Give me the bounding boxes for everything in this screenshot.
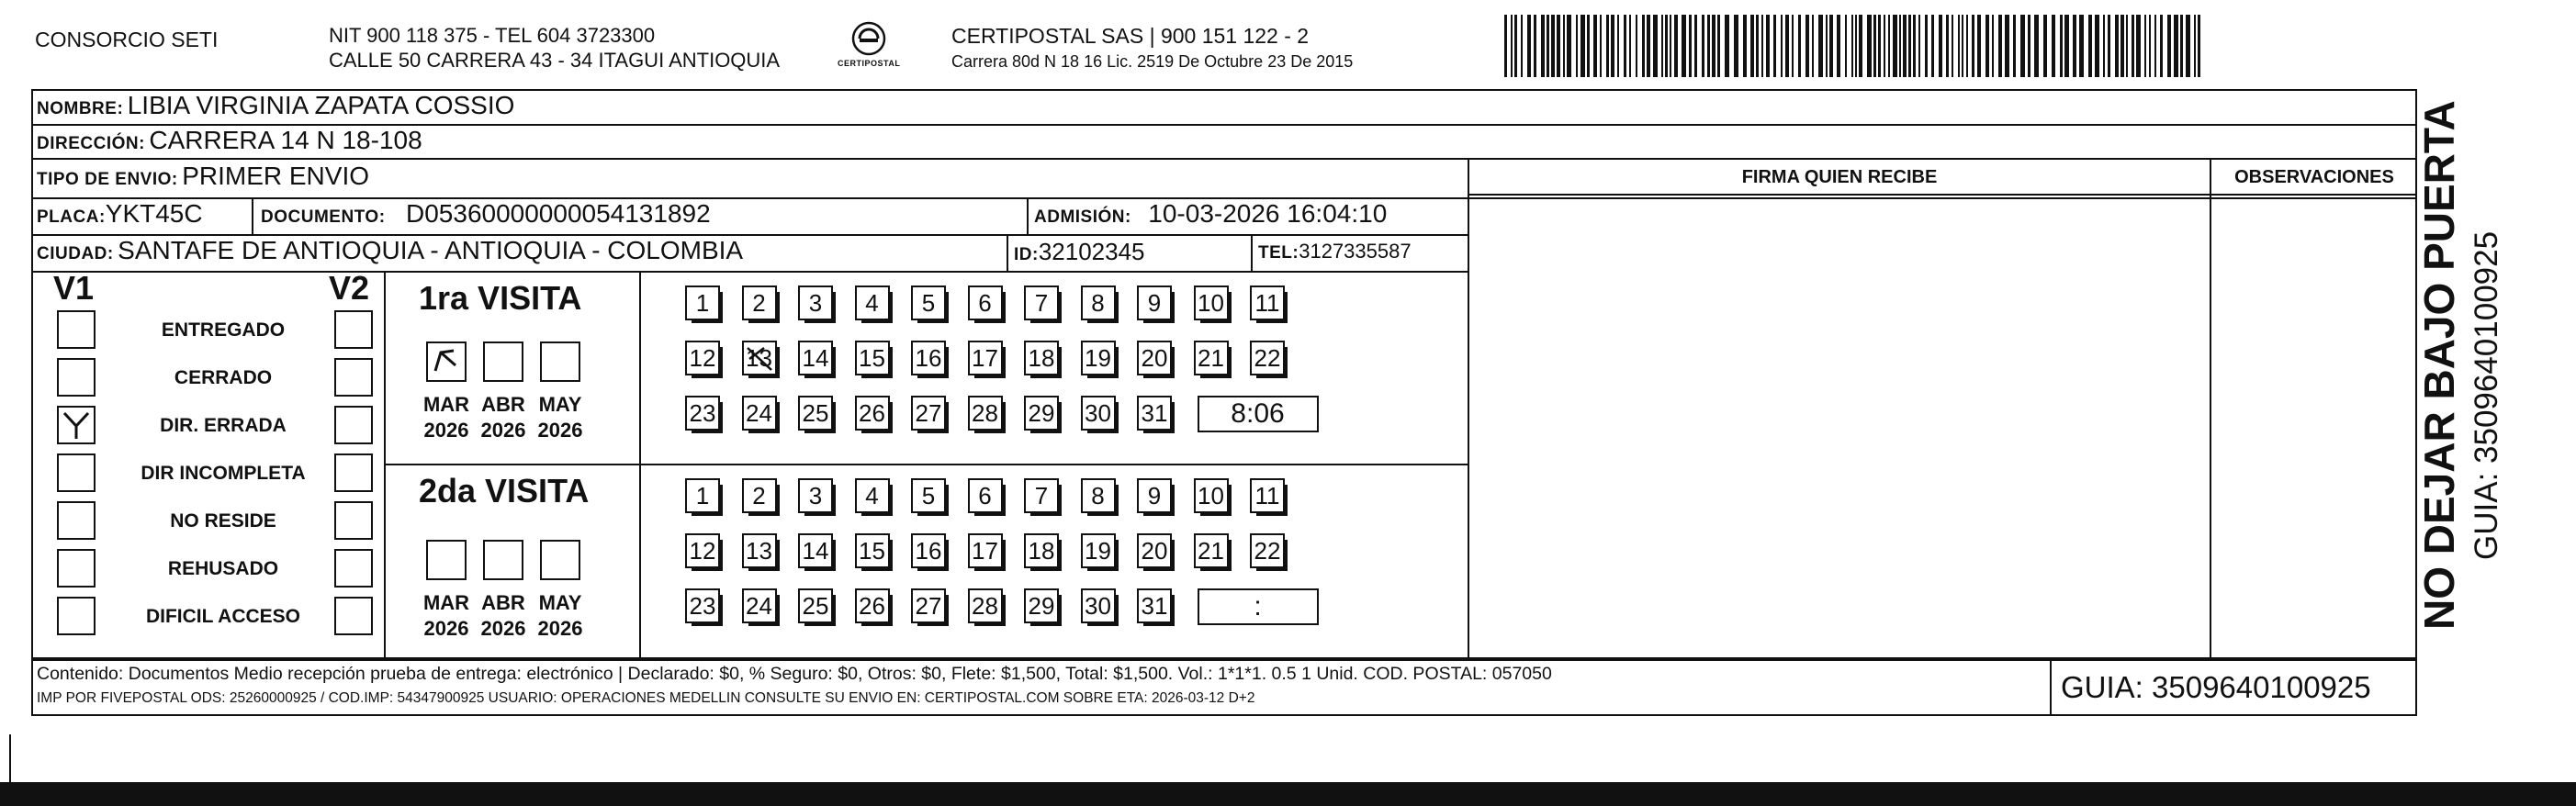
visit1-day-21[interactable]: 21 [1194,341,1229,375]
visit2-month-year: 2026 [537,617,583,640]
v2-checkbox-entregado[interactable] [334,310,373,349]
footer-guia: GUIA: 3509640100925 [2061,670,2371,704]
visit2-day-1[interactable]: 1 [685,478,720,513]
status-label-no-reside: NO RESIDE [170,510,276,532]
visit1-day-3[interactable]: 3 [798,285,833,320]
visit1-month-year: 2026 [423,419,469,442]
visit1-day-13[interactable]: 13 [742,341,777,375]
logo-text: CERTIPOSTAL [838,59,901,68]
visit2-month-year: 2026 [480,617,526,640]
visit2-day-6[interactable]: 6 [968,478,1003,513]
visit1-day-17[interactable]: 17 [968,341,1003,375]
visit2-day-14[interactable]: 14 [798,533,833,568]
visit1-day-10[interactable]: 10 [1194,285,1229,320]
side-guia: GUIA: 3509640100925 [2469,230,2504,560]
visit1-month-label-mar: MAR [422,393,470,416]
side-no-dejar: NO DEJAR BAJO PUERTA [2415,100,2463,630]
direccion-label: DIRECCIÓN: [37,134,145,153]
visit1-day-5[interactable]: 5 [911,285,946,320]
visit1-day-26[interactable]: 26 [855,396,890,431]
observaciones-label: OBSERVACIONES [2234,167,2394,187]
v1-checkbox-entregado[interactable] [57,310,96,349]
v1-checkbox-dir-errada[interactable] [57,406,96,444]
visit2-day-20[interactable]: 20 [1137,533,1172,568]
tel-label: TEL: [1258,243,1299,263]
v2-checkbox-no-reside[interactable] [334,501,373,540]
v1-checkbox-cerrado[interactable] [57,358,96,397]
visit1-day-1[interactable]: 1 [685,285,720,320]
visit2-month-box-abr[interactable] [483,540,523,580]
direccion-value: CARRERA 14 N 18-108 [149,126,422,154]
v2-checkbox-dir-incompleta[interactable] [334,453,373,492]
visit2-day-7[interactable]: 7 [1024,478,1059,513]
visit1-day-23[interactable]: 23 [685,396,720,431]
visit1-day-31[interactable]: 31 [1137,396,1172,431]
visit2-day-21[interactable]: 21 [1194,533,1229,568]
visit1-day-12[interactable]: 12 [685,341,720,375]
certipostal-line: CERTIPOSTAL SAS | 900 151 122 - 2 [951,24,1310,48]
visit1-day-30[interactable]: 30 [1081,396,1116,431]
visit1-month-box-abr[interactable] [483,341,523,382]
visit2-day-19[interactable]: 19 [1081,533,1116,568]
visit2-day-25[interactable]: 25 [798,588,833,623]
nit-line: NIT 900 118 375 - TEL 604 3723300 [329,24,656,47]
visit1-month-box-mar[interactable] [426,341,467,382]
ciudad-value: SANTAFE DE ANTIOQUIA - ANTIOQUIA - COLOMBIA [118,236,744,264]
visit1-day-29[interactable]: 29 [1024,396,1059,431]
tel-value: 3127335587 [1299,240,1412,263]
visit1-day-18[interactable]: 18 [1024,341,1059,375]
admision-label: ADMISIÓN: [1034,207,1131,227]
visit1-month-label-abr: ABR [481,393,525,416]
visit2-day-2[interactable]: 2 [742,478,777,513]
status-label-dificil-acceso: DIFICIL ACCESO [145,606,300,627]
status-label-cerrado: CERRADO [174,367,273,388]
visit1-day-8[interactable]: 8 [1081,285,1116,320]
v1-label: V1 [53,269,95,307]
visit1-day-24[interactable]: 24 [742,396,777,431]
id-value: 32102345 [1038,238,1145,265]
visit1-day-6[interactable]: 6 [968,285,1003,320]
visit2-day-23[interactable]: 23 [685,588,720,623]
visit2-month-label-abr: ABR [481,591,525,614]
v1-checkbox-dir-incompleta[interactable] [57,453,96,492]
visit2-day-24[interactable]: 24 [742,588,777,623]
license-line: Carrera 80d N 18 16 Lic. 2519 De Octubre 23 De 2015 [951,52,1354,71]
visit2-month-label-mar: MAR [422,591,470,614]
visit2-day-22[interactable]: 22 [1250,533,1285,568]
documento-value: D05360000000054131892 [406,199,711,228]
nombre-label: NOMBRE: [37,99,124,118]
observations-area[interactable] [2213,197,2415,656]
visit2-day-12[interactable]: 12 [685,533,720,568]
tipo-row [37,162,369,191]
visit2-month-box-mar[interactable] [426,540,467,580]
status-label-dir-errada: DIR. ERRADA [160,415,287,436]
visit1-month-year: 2026 [537,419,583,442]
visit2-day-30[interactable]: 30 [1081,588,1116,623]
visit1-month-year: 2026 [480,419,526,442]
v2-checkbox-dificil-acceso[interactable] [334,597,373,635]
company-name: CONSORCIO SETI [35,28,219,51]
visit2-time-box[interactable]: : [1198,588,1319,625]
visit2-day-28[interactable]: 28 [968,588,1003,623]
visit1-day-9[interactable]: 9 [1137,285,1172,320]
visit1-day-20[interactable]: 20 [1137,341,1172,375]
visit1-day-11[interactable]: 11 [1250,285,1285,320]
visit1-month-box-may[interactable] [540,341,580,382]
v2-label: V2 [329,269,370,307]
v1-checkbox-rehusado[interactable] [57,549,96,588]
visit1-month-label-may: MAY [538,393,582,416]
footer-line2: IMP POR FIVEPOSTAL ODS: 25260000925 / COD.IMP: 54347900925 USUARIO: OPERACIONES MEDELLIN CONSULTE SU ENVIO EN: CERTIPOSTAL.COM SOBRE ETA: 2026-03-12 D+2 [37,690,1255,706]
visit2-day-10[interactable]: 10 [1194,478,1229,513]
v1-checkbox-no-reside[interactable] [57,501,96,540]
placa-value: YKT45C [105,199,203,228]
firma-label: FIRMA QUIEN RECIBE [1741,167,1938,187]
visit2-day-17[interactable]: 17 [968,533,1003,568]
visit1-day-19[interactable]: 19 [1081,341,1116,375]
id-label: ID: [1014,245,1039,264]
visit1-time-box[interactable]: 8:06 [1198,396,1319,432]
visit1-day-27[interactable]: 27 [911,396,946,431]
certipostal-logo [838,20,901,78]
nombre-row [37,91,514,120]
nombre-value: LIBIA VIRGINIA ZAPATA COSSIO [127,91,515,119]
status-label-entregado: ENTREGADO [161,319,286,341]
visit2-day-13[interactable]: 13 [742,533,777,568]
visit1-title: 1ra VISITA [419,279,582,317]
visit2-title: 2da VISITA [419,472,590,509]
tipo-value: PRIMER ENVIO [182,162,370,190]
placa-label: PLACA: [37,207,106,227]
visit1-day-7[interactable]: 7 [1024,285,1059,320]
visit2-month-box-may[interactable] [540,540,580,580]
visit2-day-15[interactable]: 15 [855,533,890,568]
visit2-day-4[interactable]: 4 [855,478,890,513]
footer-line1: Contenido: Documentos Medio recepción prueba de entrega: electrónico | Declarado: $0, % Seguro: $0, Otros: $0, Flete: $1,500, Total: $1,500. Vol.: 1*1*1. 0.5 1 Unid. COD. POSTAL: 057050 [37,664,1552,684]
tipo-label: TIPO DE ENVIO: [37,170,178,189]
v2-checkbox-dir-errada[interactable] [334,406,373,444]
visit2-day-11[interactable]: 11 [1250,478,1285,513]
visit2-day-9[interactable]: 9 [1137,478,1172,513]
visit2-month-year: 2026 [423,617,469,640]
visit2-day-3[interactable]: 3 [798,478,833,513]
v1-checkbox-dificil-acceso[interactable] [57,597,96,635]
v2-checkbox-rehusado[interactable] [334,549,373,588]
visit1-day-15[interactable]: 15 [855,341,890,375]
visit1-day-28[interactable]: 28 [968,396,1003,431]
ciudad-label: CIUDAD: [37,244,114,263]
barcode [1504,15,2206,82]
address-line: CALLE 50 CARRERA 43 - 34 ITAGUI ANTIOQUIA [329,49,781,72]
bottom-edge [0,782,2576,806]
status-label-dir-incompleta: DIR INCOMPLETA [141,463,306,484]
visit2-day-27[interactable]: 27 [911,588,946,623]
signature-area[interactable] [1471,197,2208,656]
left-edge-mark [9,734,11,782]
visit1-day-25[interactable]: 25 [798,396,833,431]
documento-label: DOCUMENTO: [261,207,386,227]
visit2-day-26[interactable]: 26 [855,588,890,623]
visit1-day-4[interactable]: 4 [855,285,890,320]
visit2-day-31[interactable]: 31 [1137,588,1172,623]
visit1-day-14[interactable]: 14 [798,341,833,375]
visit2-day-8[interactable]: 8 [1081,478,1116,513]
admision-value: 10-03-2026 16:04:10 [1148,199,1388,228]
visit2-day-5[interactable]: 5 [911,478,946,513]
visit2-day-29[interactable]: 29 [1024,588,1059,623]
visit1-day-22[interactable]: 22 [1250,341,1285,375]
status-label-rehusado: REHUSADO [167,558,279,579]
direccion-row [37,126,422,155]
visit1-day-16[interactable]: 16 [911,341,946,375]
v2-checkbox-cerrado[interactable] [334,358,373,397]
visit2-month-label-may: MAY [538,591,582,614]
visit1-day-2[interactable]: 2 [742,285,777,320]
visit2-day-18[interactable]: 18 [1024,533,1059,568]
visit2-day-16[interactable]: 16 [911,533,946,568]
